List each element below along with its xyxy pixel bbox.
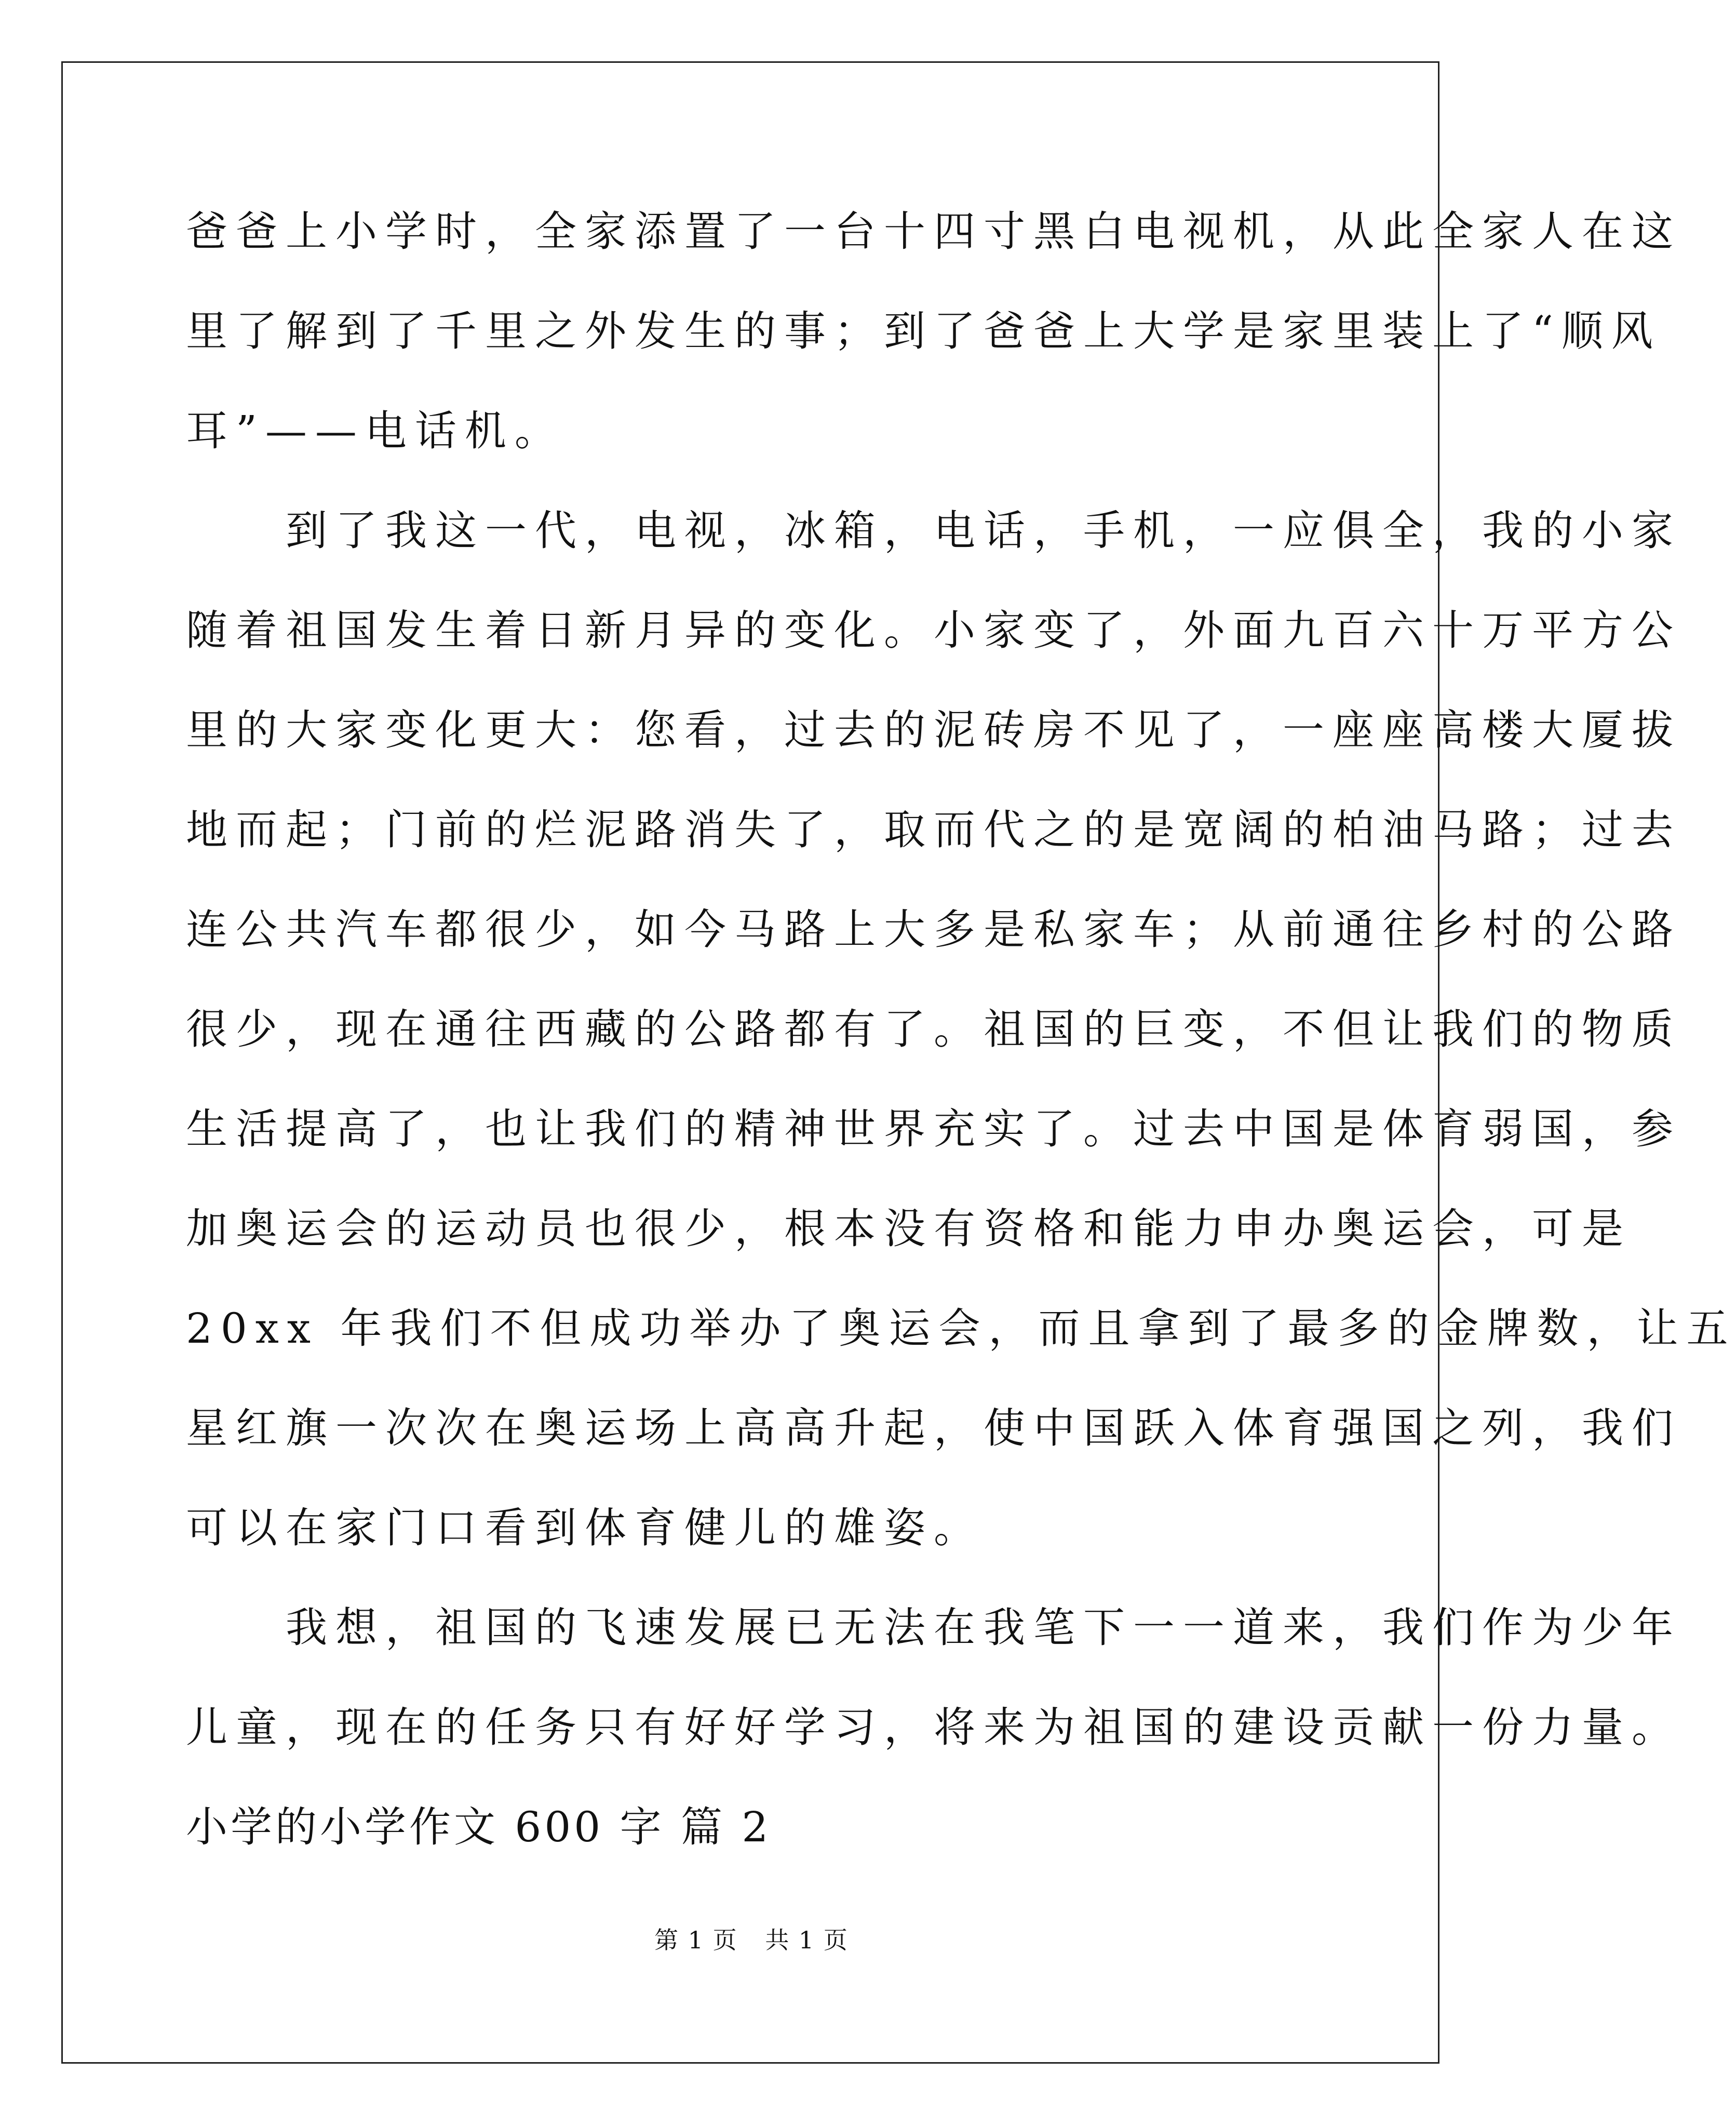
text-line: 20xx 年我们不但成功举办了奥运会，而且拿到了最多的金牌数，让五 (186, 1304, 1736, 1353)
text-line: 到了我这一代，电视，冰箱，电话，手机，一应俱全，我的小家 (286, 506, 1681, 555)
text-line: 很少，现在通往西藏的公路都有了。祖国的巨变，不但让我们的物质 (186, 1005, 1681, 1053)
text-line: 里了解到了千里之外发生的事；到了爸爸上大学是家里装上了“顺风 (186, 307, 1661, 355)
text-line: 我想，祖国的飞速发展已无法在我笔下一一道来，我们作为少年 (286, 1603, 1681, 1652)
page-number: 第 1 页 (654, 1926, 738, 1954)
text-line: 加奥运会的运动员也很少，根本没有资格和能力申办奥运会，可是 (186, 1205, 1632, 1253)
document-body (186, 182, 1736, 1877)
section-heading: 小学的小学作文 600 字 篇 2 (186, 1803, 772, 1851)
text-line: 可以在家门口看到体育健儿的雄姿。 (186, 1504, 984, 1552)
text-line: 星红旗一次次在奥运场上高高升起，使中国跃入体育强国之列，我们 (186, 1404, 1681, 1452)
text-line: 里的大家变化更大：您看，过去的泥砖房不见了，一座座高楼大厦拔 (186, 706, 1681, 754)
text-line: 地而起；门前的烂泥路消失了，取而代之的是宽阔的柏油马路；过去 (186, 806, 1681, 854)
text-line: 耳”——电话机。 (186, 407, 564, 455)
text-line: 爸爸上小学时，全家添置了一台十四寸黑白电视机，从此全家人在这 (186, 207, 1681, 256)
text-line: 生活提高了，也让我们的精神世界充实了。过去中国是体育弱国，参 (186, 1105, 1681, 1153)
text-line: 儿童，现在的任务只有好好学习，将来为祖国的建设贡献一份力量。 (186, 1703, 1681, 1751)
text-line: 随着祖国发生着日新月异的变化。小家变了，外面九百六十万平方公 (186, 606, 1681, 654)
text-line: 连公共汽车都很少，如今马路上大多是私家车；从前通往乡村的公路 (186, 905, 1681, 954)
page-footer (0, 1924, 1503, 1956)
page-total: 共 1 页 (765, 1926, 849, 1954)
